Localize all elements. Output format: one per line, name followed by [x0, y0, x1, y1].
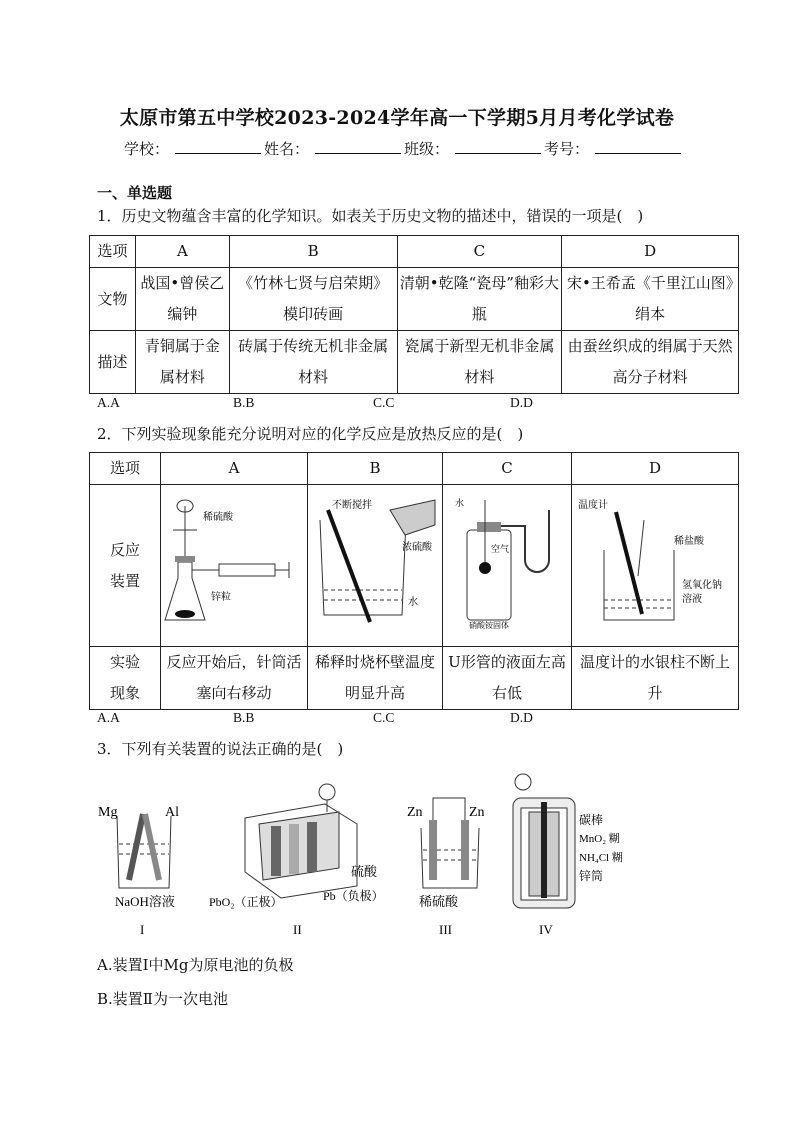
q1-header-cell: D: [562, 236, 739, 268]
q2-row-label: 反应装置: [90, 485, 161, 647]
option-d[interactable]: D.D: [510, 710, 533, 725]
q1-cell: 瓷属于新型无机非金属材料: [397, 331, 562, 394]
q2-fig-b: [308, 485, 443, 647]
q1-header-cell: B: [229, 236, 397, 268]
label-solution: 溶液: [682, 594, 702, 605]
q2-cell: 反应开始后，针筒活塞向右移动: [161, 647, 308, 710]
option-c[interactable]: C.C: [373, 395, 395, 410]
q1-header-cell: C: [397, 236, 562, 268]
q1-header-cell: A: [135, 236, 229, 268]
thermometer-figure: [574, 490, 736, 630]
q1-cell: 由蚕丝织成的绢属于天然高分子材料: [562, 331, 739, 394]
label-sulfuric: 硫酸: [351, 864, 378, 879]
school-blank[interactable]: [175, 137, 261, 154]
label-nh4cl: NH₄Cl 糊: [579, 852, 623, 864]
q3-answer-b[interactable]: B.装置Ⅱ为一次电池: [97, 990, 228, 1008]
label-dilute-acid: 稀硫酸: [203, 512, 233, 523]
q1-cell: 砖属于传统无机非金属材料: [229, 331, 397, 394]
flask-syringe-figure: [163, 490, 305, 630]
name-label: 姓名：: [264, 140, 310, 158]
class-blank[interactable]: [455, 137, 541, 154]
q2-header-cell: C: [443, 453, 572, 485]
q1-cell: 宋•王希孟《千里江山图》绢本: [562, 268, 739, 331]
label-dilute-sulfuric: 稀硫酸: [419, 894, 459, 909]
label-zn-right: Zn: [469, 805, 485, 820]
page-title: 太原市第五中学校2023-2024学年高一下学期5月月考化学试卷: [119, 107, 675, 129]
option-b[interactable]: B.B: [233, 710, 255, 725]
beaker-stir-figure: [310, 490, 440, 630]
label-water: 水: [408, 597, 418, 608]
label-carbon-rod: 碳棒: [579, 813, 604, 827]
q3-figure: [95, 768, 623, 940]
q1-row-label: 文物: [90, 268, 136, 331]
device-ii: [209, 784, 384, 937]
section-heading: 一、单选题: [97, 184, 173, 202]
option-d[interactable]: D.D: [510, 395, 533, 410]
label-device-iii: III: [439, 922, 452, 937]
label-hcl: 稀盐酸: [674, 536, 704, 547]
q2-row-label: 实验现象: [90, 647, 161, 710]
q2-cell: U形管的液面左高右低: [443, 647, 572, 710]
label-thermometer: 温度计: [578, 500, 608, 511]
q2-header-cell: A: [161, 453, 308, 485]
q2-header-cell: 选项: [90, 453, 161, 485]
label-conc-acid: 浓硫酸: [402, 542, 432, 553]
label-pb: Pb（负极）: [323, 889, 384, 903]
q2-fig-c: [443, 485, 572, 647]
u-tube-figure: [445, 490, 569, 630]
label-zinc-can: 锌筒: [579, 869, 604, 883]
option-c[interactable]: C.C: [373, 710, 395, 725]
label-device-i: I: [140, 922, 145, 937]
q1-cell: 战国•曾侯乙编钟: [135, 268, 229, 331]
option-a[interactable]: A.A: [97, 395, 120, 410]
number-blank[interactable]: [595, 137, 681, 154]
q1-header-cell: 选项: [90, 236, 136, 268]
label-al: Al: [165, 805, 179, 820]
q3-answer-a[interactable]: A.装置Ⅰ中Mg为原电池的负极: [97, 956, 294, 974]
label-naoh-solution: NaOH溶液: [115, 894, 175, 909]
device-i: [98, 805, 179, 937]
q2-table: [89, 452, 739, 710]
device-iii: [407, 798, 485, 937]
q1-cell: 青铜属于金属材料: [135, 331, 229, 394]
label-mno2: MnO₂ 糊: [579, 833, 620, 845]
label-device-ii: II: [293, 922, 302, 937]
label-mg: Mg: [98, 805, 118, 820]
q2-fig-d: [572, 485, 739, 647]
label-air: 空气: [491, 544, 510, 554]
device-iv: [513, 774, 623, 937]
number-label: 考号：: [544, 140, 590, 158]
label-zn-left: Zn: [407, 805, 423, 820]
option-b[interactable]: B.B: [233, 395, 255, 410]
label-water-c: 水: [455, 498, 465, 508]
label-naoh: 氢氧化钠: [682, 580, 722, 591]
q2-header-cell: D: [572, 453, 739, 485]
option-a[interactable]: A.A: [97, 710, 120, 725]
q1-row-label: 描述: [90, 331, 136, 394]
label-zinc: 锌粒: [211, 592, 231, 603]
q2-cell: 稀释时烧杯壁温度明显升高: [308, 647, 443, 710]
label-ammonium-nitrate: 硝酸铵固体: [469, 621, 509, 630]
label-device-iv: IV: [539, 922, 553, 937]
label-stir: 不断搅拌: [332, 500, 372, 511]
q1-stem: 1．历史文物蕴含丰富的化学知识。如表关于历史文物的描述中，错误的一项是( ): [97, 207, 644, 225]
name-blank[interactable]: [315, 137, 401, 154]
q2-stem: 2．下列实验现象能充分说明对应的化学反应是放热反应的是( ): [97, 425, 524, 443]
q1-table: [89, 235, 739, 394]
q2-header-cell: B: [308, 453, 443, 485]
class-label: 班级：: [404, 140, 450, 158]
student-info: [124, 137, 684, 159]
q1-cell: 《竹林七贤与启荣期》模印砖画: [229, 268, 397, 331]
school-label: 学校：: [124, 140, 170, 158]
q1-cell: 清朝•乾隆“瓷母”釉彩大瓶: [397, 268, 562, 331]
q2-cell: 温度计的水银柱不断上升: [572, 647, 739, 710]
q3-stem: 3．下列有关装置的说法正确的是( ): [97, 740, 344, 758]
q2-fig-a: [161, 485, 308, 647]
label-pbo2: PbO₂（正极）: [209, 895, 283, 909]
